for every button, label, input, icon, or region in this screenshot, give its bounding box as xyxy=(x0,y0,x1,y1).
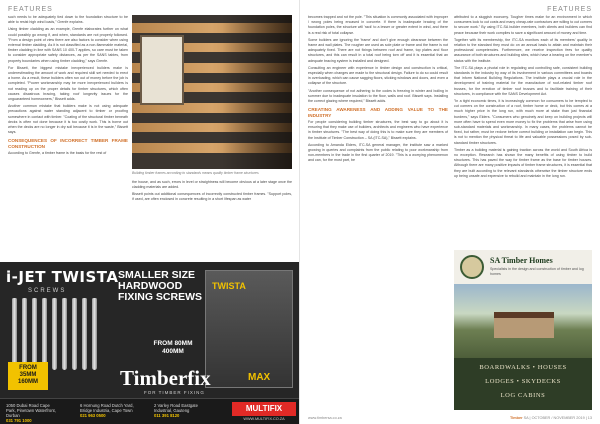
sa-ad-tagline: Specialists in the design and construction of timber and log homes xyxy=(490,267,584,276)
folio-issue-text: SA | OCTOBER / NOVEMBER 2019 | 13 xyxy=(523,416,592,420)
store-phone: 021 963 0500 xyxy=(80,413,106,418)
store-phone: 011 391 8120 xyxy=(154,413,180,418)
paragraph: attributed to a sluggish economy. Tougher times make for an environment in which consumers look to cut costs and many cheap-rate contractors are willing to cut corners to secure work." By using ITC-SA builder members, both clients and builders can find peace because their work complies to save a significant amount of money and time. xyxy=(454,15,592,35)
ad-footer xyxy=(0,398,300,424)
multifix-logo[interactable]: MULTIFIX xyxy=(232,402,296,416)
store-info: 2 Varley Road Eastgate Industrial, Gauteng 011 391 8120 xyxy=(154,403,208,418)
timberfix-logo-sub: FOR TIMBER FIXING xyxy=(144,390,205,395)
paragraph: The ITC-SA plays a pivotal role in regulating and controlling safe, consistent building standards in the industry by way of its involvement in various committees and boards that inform National Building Regulations. The institute plays a crucial role in the development of training material for the manufacture of roof-related timber roof trusses, for the erection of timber roof trusses and to facilitate training of their structures, in compliance with the SANS Development Act. xyxy=(454,65,592,96)
section-tag: FEATURES xyxy=(8,6,53,13)
paragraph: Another common mistake that builders make is not using adequate precautions against water standing adjacent to timber or proofing somewhere in contact with timber. "Coating of the structural timber beneath decks is often not done because it is too costly work. This is borne out when the decks are no longer in dry soil because it is in the waste," Bissett says. xyxy=(8,104,128,135)
box-logo: TWISTA xyxy=(212,281,246,291)
sa-ad-service-line: LODGES • SKYDECKS xyxy=(485,378,561,385)
left-column-2 xyxy=(132,15,292,259)
paragraph: Some builders are ignoring the 'frame' and don't give enough clearance between the frame and wall plates. The rougher are used as sole plate or frame and the frame is not adequately fixed. There are not fixings between roof and frame, top plates and floor structures, and this can result in a total roof being torn off and it is essential that an adequate bracing system is installed and designed. xyxy=(308,37,448,63)
sa-ad-title: SA Timber Homes xyxy=(490,256,553,265)
advert-url[interactable]: WWW.MULTIFIX.CO.ZA xyxy=(243,417,285,421)
paragraph: "In a tight economic times, it is increasingly common for consumers to be tempted to cut corners on the construction of a roof, timber home or deck, but this comes at a much higher price in the long run, with much more at stake than just financial burdens," says Elders. "Consumers who genuinely and keep on building projects will more often have to spend even more money to fix the problems that arise from using sub-standard materials and workmanship. In many cases, the problems cannot be fixed, but rather, must be redone before correct building or installation can begin. This is not to mention the physical threat to life and valuable possessions posed by sub-standard timber structures. xyxy=(454,99,592,145)
paragraph: For Bissett, the biggest mistake inexperienced builders make is underestimating the amount of work and required skill set needed to erect a home. As a result, these builders often run out of money before the job is completed. "Poorer workmanship may be more inexperienced builders is not reading up on the proper details for timber structures, which often causes disastrous bracing, taking roof longevity issues for the unguaranteed homeowners," Bissett adds. xyxy=(8,65,128,102)
paragraph: Together with its membership, the ITC-SA monitors each of its members' quality in relation to the standard they must do on an annual basis to attain and maintain their professional competencies. Furthermore, we receive inspection fees for quality assurance of both structures and building sites, which have a bearing on the member's status with the institute. xyxy=(454,37,592,63)
paragraph: Bissett points out additional consequences of incorrectly constructed timber frames. "Support poles, if used, are often enclosed in concrete resulting in a short lifespan as water xyxy=(132,191,292,202)
ad-brand: i-JET TWISTA xyxy=(6,268,119,286)
sa-ad-service-line: BOARDWALKS • HOUSES xyxy=(479,364,567,371)
sa-timber-emblem-icon xyxy=(460,255,484,279)
section-heading: CONSEQUENCES OF INCORRECT TIMBER FRAME CONSTRUCTION xyxy=(8,138,128,149)
folio-issue xyxy=(510,416,592,420)
right-column-1 xyxy=(308,15,448,410)
ad-brand-sub: SCREWS xyxy=(28,288,67,294)
paragraph: Timber as a building material is gaining traction across the world and South Africa is no exception. Research has shown the many benefits of using timber to build structures. This has paved the way for timber frame as the base for timber houses. Although there are many positive impacts of timber frame structures, it is essential that they are built according to the relevant standards otherwise the timber structure ends up being unsafe and expensive to rebuild and maintain in the long run. xyxy=(454,147,592,178)
paragraph: Using timber cladding as an example, Grenfe elaborates further on what could possibly go wrong if, and when, standards are not properly followed. "From a design point of view there are also factors to consider when using external timber cladding. As it is not classified as a non-flammable material, timber cladding in line with SANS 10 400-T applies, so care must be taken to consider appropriate safety distances, as per the SANS tables, from property boundaries when using timber cladding," says Grenfe. xyxy=(8,27,128,63)
paragraph: For people considering building timber structures, the best way to go about it is ensuring that they make use of builders, architects and engineers who have experience in timber structures. "The best way of doing this is to make sure they are members of the Institute of Timber Construction – SA (ITC-SA)," Bissett explains. xyxy=(308,120,448,140)
timberfix-logo: Timberfix xyxy=(120,366,211,390)
sa-ad-service-line: LOG CABINS xyxy=(500,392,546,399)
paragraph: the house, and as such, errors in level or straightness will become obvious at a later stage once the cladding materials are added. xyxy=(132,179,292,189)
house-illustration xyxy=(494,312,554,338)
right-page xyxy=(300,0,600,424)
max-label: MAX xyxy=(248,372,271,383)
store-info: 1050 Dubai Road Cape Park, Pinetown Waterfront, Durban 031 791 1000 xyxy=(6,403,60,423)
left-column-1 xyxy=(8,15,128,259)
photo-caption: Building timber frames according to standards means quality timber frame structures xyxy=(132,171,259,175)
paragraph: Consulting an engineer with experience in timber design and construction is critical, especially when changes are made to the structural design. Failure to do so could result in overloading, which can cause sagging floors, sticking windows and doors, and even a collapse of the structure. xyxy=(308,65,448,86)
store-info: 6 Hornung Road Dutch Yard, Bridge Industria, Cape Town 021 963 0500 xyxy=(80,403,134,418)
folio-brand: Timber xyxy=(509,416,523,420)
paragraph: such needs to be adequately tied down to the foundation structure to be able to resist high wind loads," Grenfe explains. xyxy=(8,15,128,25)
section-tag: FEATURES xyxy=(547,6,592,13)
product-box xyxy=(205,270,293,388)
sa-timber-homes-advert[interactable] xyxy=(454,250,592,410)
paragraph: becomes trapped and rot the pole. "This situation is commonly associated with improper / wrong poles being encased in concrete. If there is inadequate bracing of the foundation poles, the structure will 'rack' to a lesser or greater extent in wind, and there is a real risk of total collapse. xyxy=(308,15,448,35)
paragraph: "Another consequence of not adhering to the codes is freezing in winter and boiling in summer due to inadequate insulation to the floor, walls and roof. Bissett says. Installing the correct glazing where required," Bissett adds. xyxy=(308,88,448,104)
timberfix-advert[interactable] xyxy=(0,262,300,424)
right-column-2 xyxy=(454,15,592,247)
folio-url: www.timbersa.co.za xyxy=(308,416,342,420)
size-range: FROM 80MM 400MM xyxy=(153,340,193,355)
section-heading: CREATING AWARENESS AND ADDING VALUE TO THE INDUSTRY xyxy=(308,107,448,118)
store-phone: 031 791 1000 xyxy=(6,418,32,423)
paragraph: According to Grenfe, a timber frame is the basis for the rest of xyxy=(8,151,107,156)
ad-headline: SMALLER SIZE HARDWOOD FIXING SCREWS xyxy=(118,269,203,303)
paragraph: According to Amanda Elders, ITC-SA general manager, the institute saw a marked growing in queries and complaints from the public relating to poor workmanship from non-members in the trade in the first quarter of 2019. "This is a worrying phenomenon and can, for the most part, be xyxy=(308,142,448,163)
size-badge: FROM 35MM 160MM xyxy=(8,362,48,390)
